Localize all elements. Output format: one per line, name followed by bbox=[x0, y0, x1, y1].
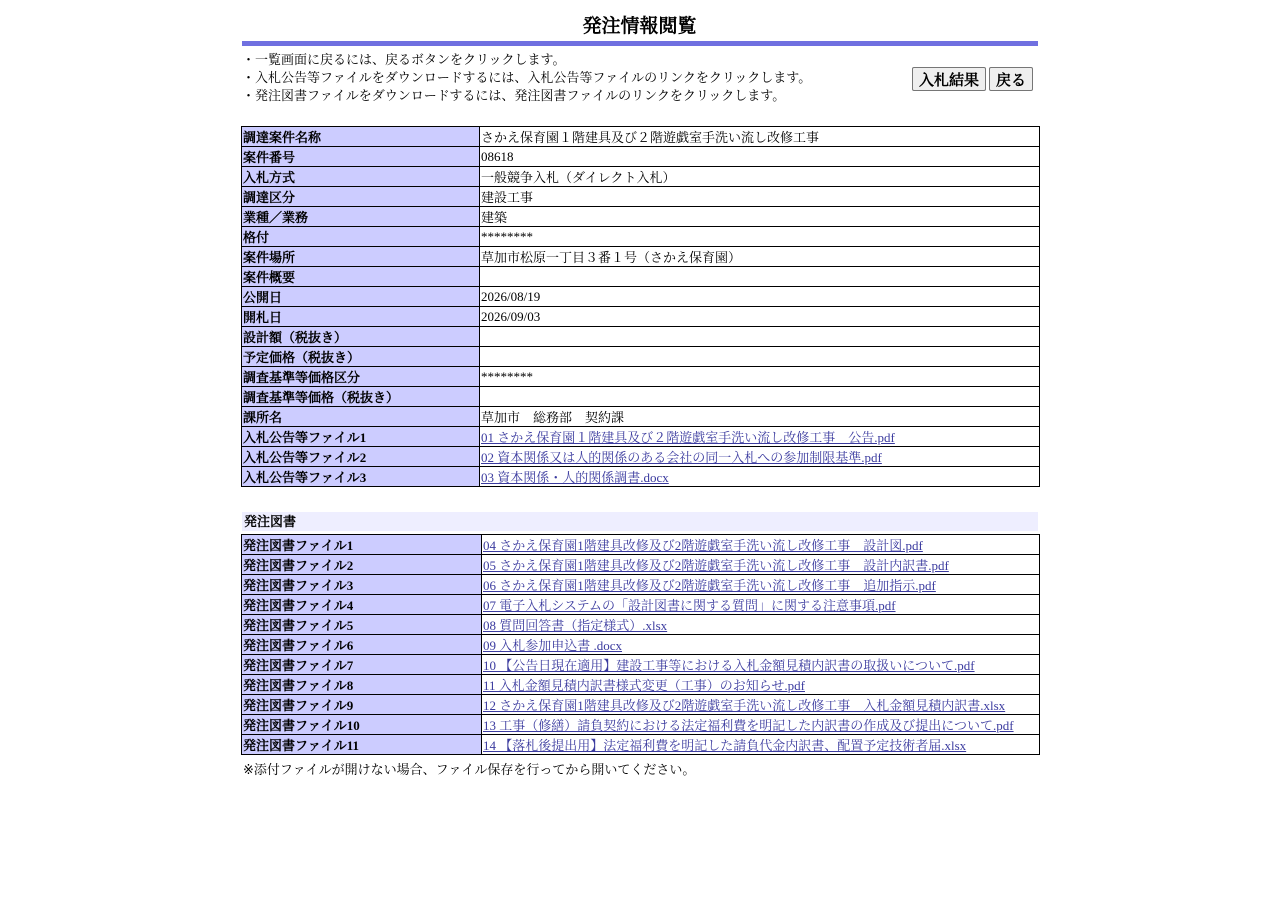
detail-label: 入札方式 bbox=[242, 167, 480, 187]
document-row bbox=[242, 675, 1040, 695]
detail-row bbox=[242, 327, 1040, 347]
detail-label: 入札公告等ファイル3 bbox=[242, 467, 480, 487]
document-label: 発注図書ファイル8 bbox=[242, 675, 482, 695]
detail-value bbox=[480, 327, 1040, 347]
detail-value-text: 08618 bbox=[481, 148, 514, 164]
document-row bbox=[242, 615, 1040, 635]
detail-row bbox=[242, 267, 1040, 287]
detail-value bbox=[480, 287, 1040, 307]
document-row bbox=[242, 535, 1040, 555]
detail-label: 格付 bbox=[242, 227, 480, 247]
document-row bbox=[242, 655, 1040, 675]
notice-file-link[interactable]: 03 資本関係・人的関係調書.docx bbox=[481, 470, 669, 485]
document-value bbox=[482, 535, 1040, 555]
document-value bbox=[482, 615, 1040, 635]
detail-label: 予定価格（税抜き） bbox=[242, 347, 480, 367]
detail-row bbox=[242, 347, 1040, 367]
document-label: 発注図書ファイル1 bbox=[242, 535, 482, 555]
document-value bbox=[482, 575, 1040, 595]
document-label: 発注図書ファイル10 bbox=[242, 715, 482, 735]
document-label: 発注図書ファイル11 bbox=[242, 735, 482, 755]
back-button[interactable]: 戻る bbox=[989, 67, 1033, 91]
document-value bbox=[482, 735, 1040, 755]
detail-label: 調査基準等価格（税抜き） bbox=[242, 387, 480, 407]
document-file-link[interactable]: 08 質問回答書（指定様式）.xlsx bbox=[483, 618, 668, 633]
detail-value-text: 2026/09/03 bbox=[481, 308, 541, 324]
action-buttons bbox=[912, 67, 1033, 91]
instructions bbox=[242, 51, 882, 105]
instruction-notice-files: ・入札公告等ファイルをダウンロードするには、入札公告等ファイルのリンクをクリックします。 bbox=[242, 70, 812, 85]
document-row bbox=[242, 695, 1040, 715]
document-row bbox=[242, 735, 1040, 755]
detail-value bbox=[480, 227, 1040, 247]
detail-value-text: 2026/08/19 bbox=[481, 288, 541, 304]
document-file-link[interactable]: 13 工事（修繕）請負契約における法定福利費を明記した内訳書の作成及び提出について.pdf bbox=[483, 718, 1014, 733]
detail-label: 入札公告等ファイル2 bbox=[242, 447, 480, 467]
detail-row bbox=[242, 367, 1040, 387]
detail-value bbox=[480, 187, 1040, 207]
document-label: 発注図書ファイル2 bbox=[242, 555, 482, 575]
detail-row bbox=[242, 147, 1040, 167]
detail-value-text: ******** bbox=[481, 228, 533, 244]
detail-value bbox=[480, 127, 1040, 147]
document-value bbox=[482, 555, 1040, 575]
detail-value-text: 建設工事 bbox=[481, 190, 534, 205]
document-label: 発注図書ファイル3 bbox=[242, 575, 482, 595]
document-file-link[interactable]: 10 【公告日現在適用】建設工事等における入札金額見積内訳書の取扱いについて.pdf bbox=[483, 658, 975, 673]
document-label: 発注図書ファイル5 bbox=[242, 615, 482, 635]
detail-value-text: 草加市松原一丁目３番１号（さかえ保育園） bbox=[481, 250, 742, 265]
document-label: 発注図書ファイル4 bbox=[242, 595, 482, 615]
detail-label: 調達案件名称 bbox=[242, 127, 480, 147]
detail-row bbox=[242, 407, 1040, 427]
notice-file-link[interactable]: 02 資本関係又は人的関係のある会社の同一入札への参加制限基準.pdf bbox=[481, 450, 882, 465]
detail-row bbox=[242, 167, 1040, 187]
detail-row bbox=[242, 207, 1040, 227]
document-row bbox=[242, 555, 1040, 575]
document-row bbox=[242, 635, 1040, 655]
detail-value bbox=[480, 467, 1040, 487]
document-label: 発注図書ファイル6 bbox=[242, 635, 482, 655]
document-label: 発注図書ファイル7 bbox=[242, 655, 482, 675]
case-details-table bbox=[241, 126, 1040, 487]
document-file-link[interactable]: 06 さかえ保育園1階建具改修及び2階遊戯室手洗い流し改修工事 追加指示.pdf bbox=[483, 578, 936, 593]
instruction-back: ・一覧画面に戻るには、戻るボタンをクリックします。 bbox=[242, 52, 566, 67]
document-file-link[interactable]: 14 【落札後提出用】法定福利費を明記した請負代金内訳書、配置予定技術者届.xlsx bbox=[483, 738, 967, 753]
detail-row bbox=[242, 307, 1040, 327]
detail-value bbox=[480, 147, 1040, 167]
detail-value-text: 草加市 総務部 契約課 bbox=[481, 410, 625, 425]
detail-value-text: さかえ保育園１階建具及び２階遊戯室手洗い流し改修工事 bbox=[481, 130, 820, 145]
detail-row bbox=[242, 427, 1040, 447]
document-row bbox=[242, 715, 1040, 735]
detail-label: 調査基準等価格区分 bbox=[242, 367, 480, 387]
detail-row bbox=[242, 447, 1040, 467]
detail-label: 案件概要 bbox=[242, 267, 480, 287]
documents-section-header: 発注図書 bbox=[242, 512, 1038, 531]
detail-value bbox=[480, 387, 1040, 407]
detail-value bbox=[480, 167, 1040, 187]
detail-row bbox=[242, 127, 1040, 147]
instruction-document-files: ・発注図書ファイルをダウンロードするには、発注図書ファイルのリンクをクリックします。 bbox=[242, 88, 786, 103]
detail-value bbox=[480, 427, 1040, 447]
detail-value bbox=[480, 407, 1040, 427]
detail-value-text: 一般競争入札（ダイレクト入札） bbox=[481, 170, 676, 185]
detail-label: 設計額（税抜き） bbox=[242, 327, 480, 347]
detail-row bbox=[242, 387, 1040, 407]
document-file-link[interactable]: 05 さかえ保育園1階建具改修及び2階遊戯室手洗い流し改修工事 設計内訳書.pdf bbox=[483, 558, 949, 573]
detail-row bbox=[242, 227, 1040, 247]
document-value bbox=[482, 655, 1040, 675]
detail-value bbox=[480, 267, 1040, 287]
page-title: 発注情報閲覧 bbox=[582, 16, 697, 37]
detail-value bbox=[480, 307, 1040, 327]
document-value bbox=[482, 715, 1040, 735]
document-row bbox=[242, 595, 1040, 615]
detail-row bbox=[242, 187, 1040, 207]
document-value bbox=[482, 635, 1040, 655]
detail-value bbox=[480, 207, 1040, 227]
document-value bbox=[482, 695, 1040, 715]
notice-file-link[interactable]: 01 さかえ保育園１階建具及び２階遊戯室手洗い流し改修工事 公告.pdf bbox=[481, 430, 895, 445]
documents-table bbox=[241, 534, 1040, 755]
detail-label: 入札公告等ファイル1 bbox=[242, 427, 480, 447]
detail-value-text: ******** bbox=[481, 368, 533, 384]
detail-value bbox=[480, 447, 1040, 467]
document-file-link[interactable]: 07 電子入札システムの「設計図書に関する質問」に関する注意事項.pdf bbox=[483, 598, 896, 613]
detail-label: 開札日 bbox=[242, 307, 480, 327]
footer-note: ※添付ファイルが開けない場合、ファイル保存を行ってから開いてください。 bbox=[243, 762, 696, 777]
document-file-link[interactable]: 09 入札参加申込書 .docx bbox=[483, 638, 623, 653]
detail-label: 業種／業務 bbox=[242, 207, 480, 227]
detail-value bbox=[480, 247, 1040, 267]
document-value bbox=[482, 595, 1040, 615]
detail-row bbox=[242, 287, 1040, 307]
detail-value-text: 建築 bbox=[481, 210, 508, 225]
document-row bbox=[242, 575, 1040, 595]
document-file-link[interactable]: 12 さかえ保育園1階建具改修及び2階遊戯室手洗い流し改修工事 入札金額見積内訳書.xlsx bbox=[483, 698, 1006, 713]
document-value bbox=[482, 675, 1040, 695]
detail-value bbox=[480, 367, 1040, 387]
detail-label: 案件場所 bbox=[242, 247, 480, 267]
title-underline-bar bbox=[242, 41, 1038, 46]
detail-row bbox=[242, 247, 1040, 267]
detail-label: 公開日 bbox=[242, 287, 480, 307]
detail-label: 案件番号 bbox=[242, 147, 480, 167]
detail-value bbox=[480, 347, 1040, 367]
detail-label: 課所名 bbox=[242, 407, 480, 427]
document-label: 発注図書ファイル9 bbox=[242, 695, 482, 715]
detail-label: 調達区分 bbox=[242, 187, 480, 207]
detail-row bbox=[242, 467, 1040, 487]
bid-result-button[interactable]: 入札結果 bbox=[912, 67, 986, 91]
document-file-link[interactable]: 11 入札金額見積内訳書様式変更（工事）のお知らせ.pdf bbox=[483, 678, 805, 693]
document-file-link[interactable]: 04 さかえ保育園1階建具改修及び2階遊戯室手洗い流し改修工事 設計図.pdf bbox=[483, 538, 923, 553]
